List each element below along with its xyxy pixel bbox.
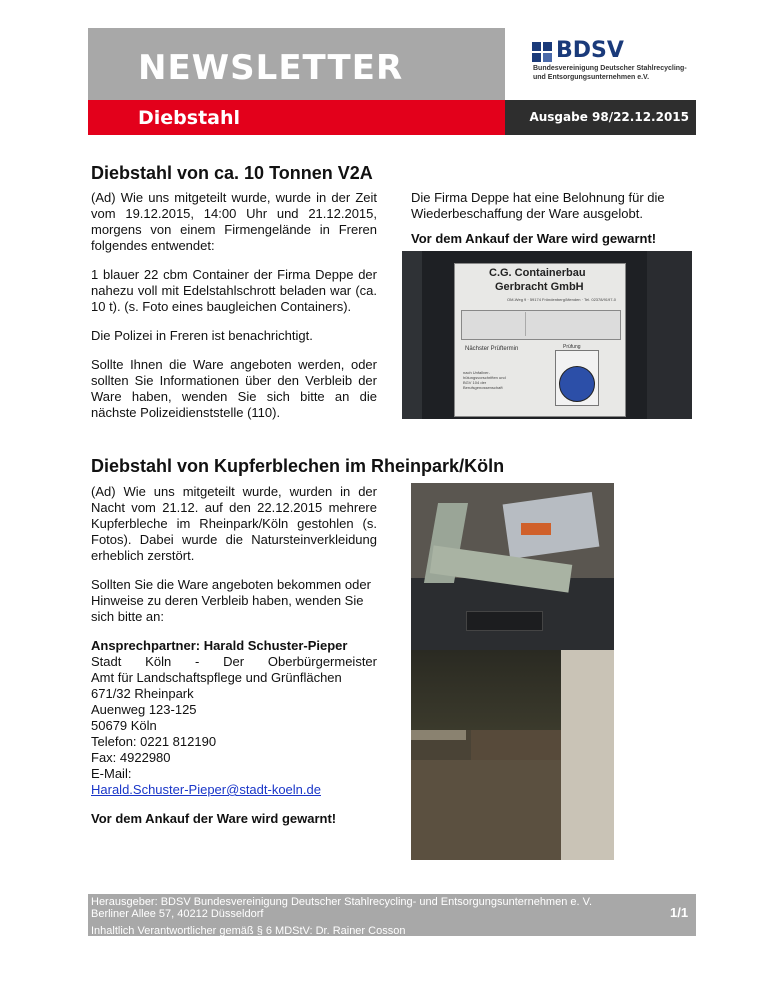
article1-heading: Diebstahl von ca. 10 Tonnen V2A xyxy=(91,163,373,183)
contact-line: Telefon: 0221 812190 xyxy=(91,734,217,749)
article2-paragraph: Sollten Sie die Ware angeboten bekommen oder Hinweise zu deren Verbleib haben, wenden Sie sich bitte an: xyxy=(91,577,371,624)
newsletter-title: NEWSLETTER xyxy=(138,48,404,88)
copper-sheets-photo xyxy=(411,483,614,650)
manufacturer-plate: C.G. Containerbau Gerbracht GmbH OM-Weg 9 · 59174 Fröndenberg/Menden · Tel. 02378/9197-0 Nächster Prüftermin nach Unfallver-hütungsvorschriften und BGV 104 der Berufsgenossenschaft Prüfung xyxy=(454,263,626,417)
contact-email-link[interactable]: Harald.Schuster-Pieper@stadt-koeln.de xyxy=(91,782,321,797)
warning-text: Vor dem Ankauf der Ware wird gewarnt! xyxy=(411,231,657,246)
logo-subtitle: Bundesvereinigung Deutscher Stahlrecycling- und Entsorgungsunternehmen e.V. xyxy=(533,65,687,81)
page-number: 1/1 xyxy=(670,905,689,920)
article2-paragraph: (Ad) Wie uns mitgeteilt wurde, wurden in der Nacht vom 21.12. auf den 22.12.2015 mehrere Kupferbleche im Rheinpark/Köln gestohlen (s. Fotos). Dabei wurde die Natursteinverkleidung erheblich zerstört. xyxy=(91,484,377,563)
contact-line: Fax: 4922980 xyxy=(91,750,171,765)
container-plate-photo xyxy=(402,251,692,419)
article1-left-column xyxy=(91,190,377,421)
article2-heading: Diebstahl von Kupferblechen im Rheinpark/Köln xyxy=(91,456,505,476)
warning-text: Vor dem Ankauf der Ware wird gewarnt! xyxy=(91,811,337,826)
reward-text: Die Firma Deppe hat eine Belohnung für die Wiederbeschaffung der Ware ausgelobt. xyxy=(411,190,665,221)
inspection-badge-icon xyxy=(559,366,595,402)
article2-left-column xyxy=(91,484,377,827)
contact-line: Amt für Landschaftspflege und Grünflächen xyxy=(91,670,342,685)
footer-publisher: Herausgeber: BDSV Bundesvereinigung Deutscher Stahlrecycling- und Entsorgungsunternehmen e. V. Berliner Allee 57, 40212 Düsseldorf xyxy=(91,896,593,920)
logo-name: BDSV xyxy=(556,38,624,63)
article1-paragraph: Sollte Ihnen die Ware angeboten werden, oder sollten Sie Informationen über den Verbleib der Ware haben, wenden Sie sich bitte an die nächste Polizeidienststelle (110). xyxy=(91,357,377,420)
contact-label: Ansprechpartner: Harald Schuster-Pieper xyxy=(91,638,348,653)
article1-paragraph: Die Polizei in Freren ist benachrichtigt. xyxy=(91,328,313,343)
contact-line: Auenweg 123-125 xyxy=(91,702,197,717)
footer-responsible: Inhaltlich Verantwortlicher gemäß § 6 MDStV: Dr. Rainer Cosson xyxy=(91,925,406,937)
contact-line: Stadt Köln - Der Oberbürgermeister xyxy=(91,654,377,669)
damaged-wall-photo xyxy=(411,650,614,860)
bdsv-logo-icon xyxy=(532,42,552,62)
article1-paragraph: (Ad) Wie uns mitgeteilt wurde, wurde in der Zeit vom 19.12.2015, 14:00 Uhr und 21.12.2015, morgens von einem Firmengelände in Freren folgendes entwendet: xyxy=(91,190,377,253)
contact-line: 671/32 Rheinpark xyxy=(91,686,194,701)
contact-line: E-Mail: xyxy=(91,766,132,781)
issue-label: Ausgabe 98/22.12.2015 xyxy=(529,110,689,124)
article1-right-column xyxy=(411,190,693,247)
article1-paragraph: 1 blauer 22 cbm Container der Firma Deppe der nahezu voll mit Edelstahlschrott beladen war (ca. 10 t). (s. Foto eines baugleichen Containers). xyxy=(91,267,377,314)
category-title: Diebstahl xyxy=(138,107,241,129)
contact-line: 50679 Köln xyxy=(91,718,157,733)
